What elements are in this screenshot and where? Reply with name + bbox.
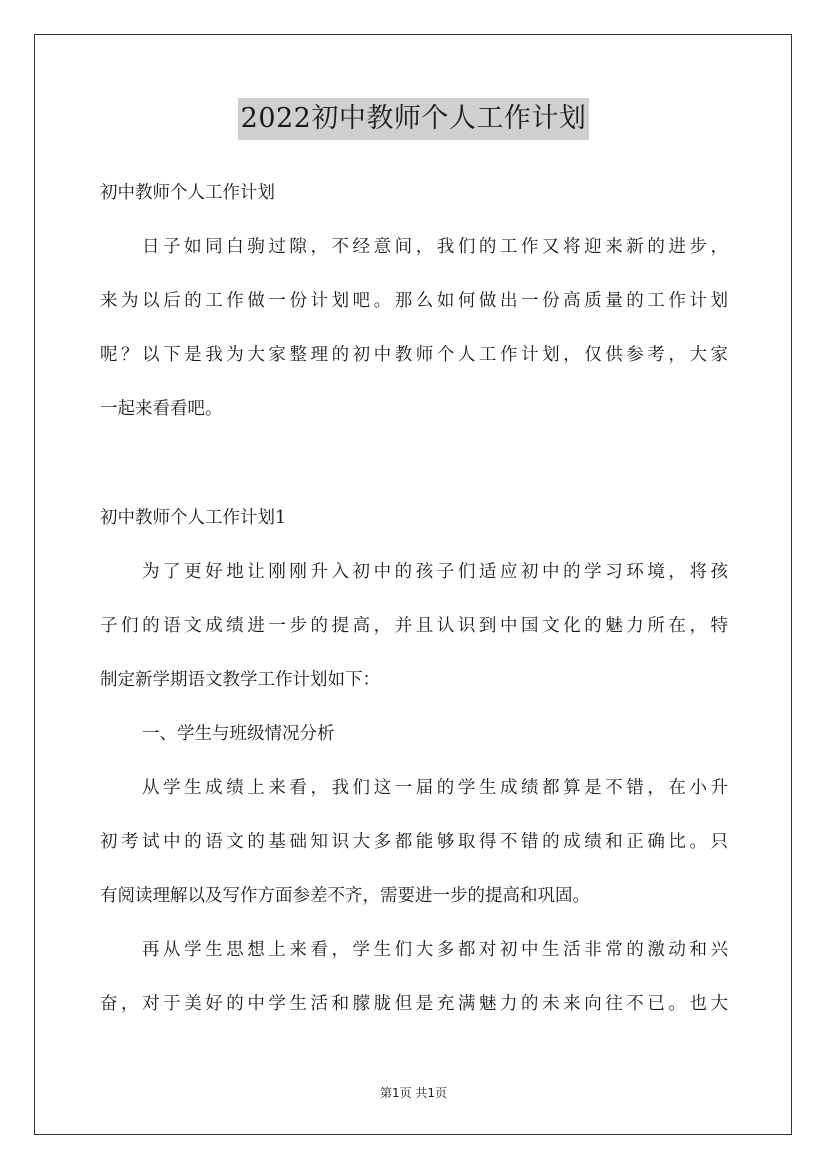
paragraph-line: 制定新学期语文教学工作计划如下： [100, 670, 380, 690]
paragraph-line: 有阅读理解以及写作方面参差不齐，需要进一步的提高和巩固。 [100, 886, 590, 906]
paragraph-line: 从学生成绩上来看，我们这一届的学生成绩都算是不错，在小升 [142, 778, 728, 798]
paragraph-line: 一起来看看吧。 [100, 399, 223, 419]
document-title: 2022初中教师个人工作计划 [238, 98, 590, 140]
paragraph-line: 奋，对于美好的中学生活和朦胧但是充满魅力的未来向往不已。也大 [100, 994, 728, 1014]
paragraph-line: 呢？以下是我为大家整理的初中教师个人工作计划，仅供参考，大家 [100, 345, 728, 365]
page-number-footer: 第1页 共1页 [379, 1086, 448, 1100]
paragraph-line: 来为以后的工作做一份计划吧。那么如何做出一份高质量的工作计划 [100, 291, 728, 311]
subsection-heading: 一、学生与班级情况分析 [142, 724, 335, 744]
paragraph-line: 日子如同白驹过隙，不经意间，我们的工作又将迎来新的进步， [142, 237, 728, 257]
paragraph-line: 子们的语文成绩进一步的提高，并且认识到中国文化的魅力所在，特 [100, 616, 728, 636]
section-heading: 初中教师个人工作计划 [100, 183, 275, 203]
paragraph-line: 为了更好地让刚刚升入初中的孩子们适应初中的学习环境，将孩 [142, 562, 728, 582]
title-container [0, 98, 827, 140]
paragraph-line: 再从学生思想上来看，学生们大多都对初中生活非常的激动和兴 [142, 940, 728, 960]
paragraph-line: 初考试中的语文的基础知识大多都能够取得不错的成绩和正确比。只 [100, 832, 728, 852]
section-heading: 初中教师个人工作计划1 [100, 508, 287, 528]
